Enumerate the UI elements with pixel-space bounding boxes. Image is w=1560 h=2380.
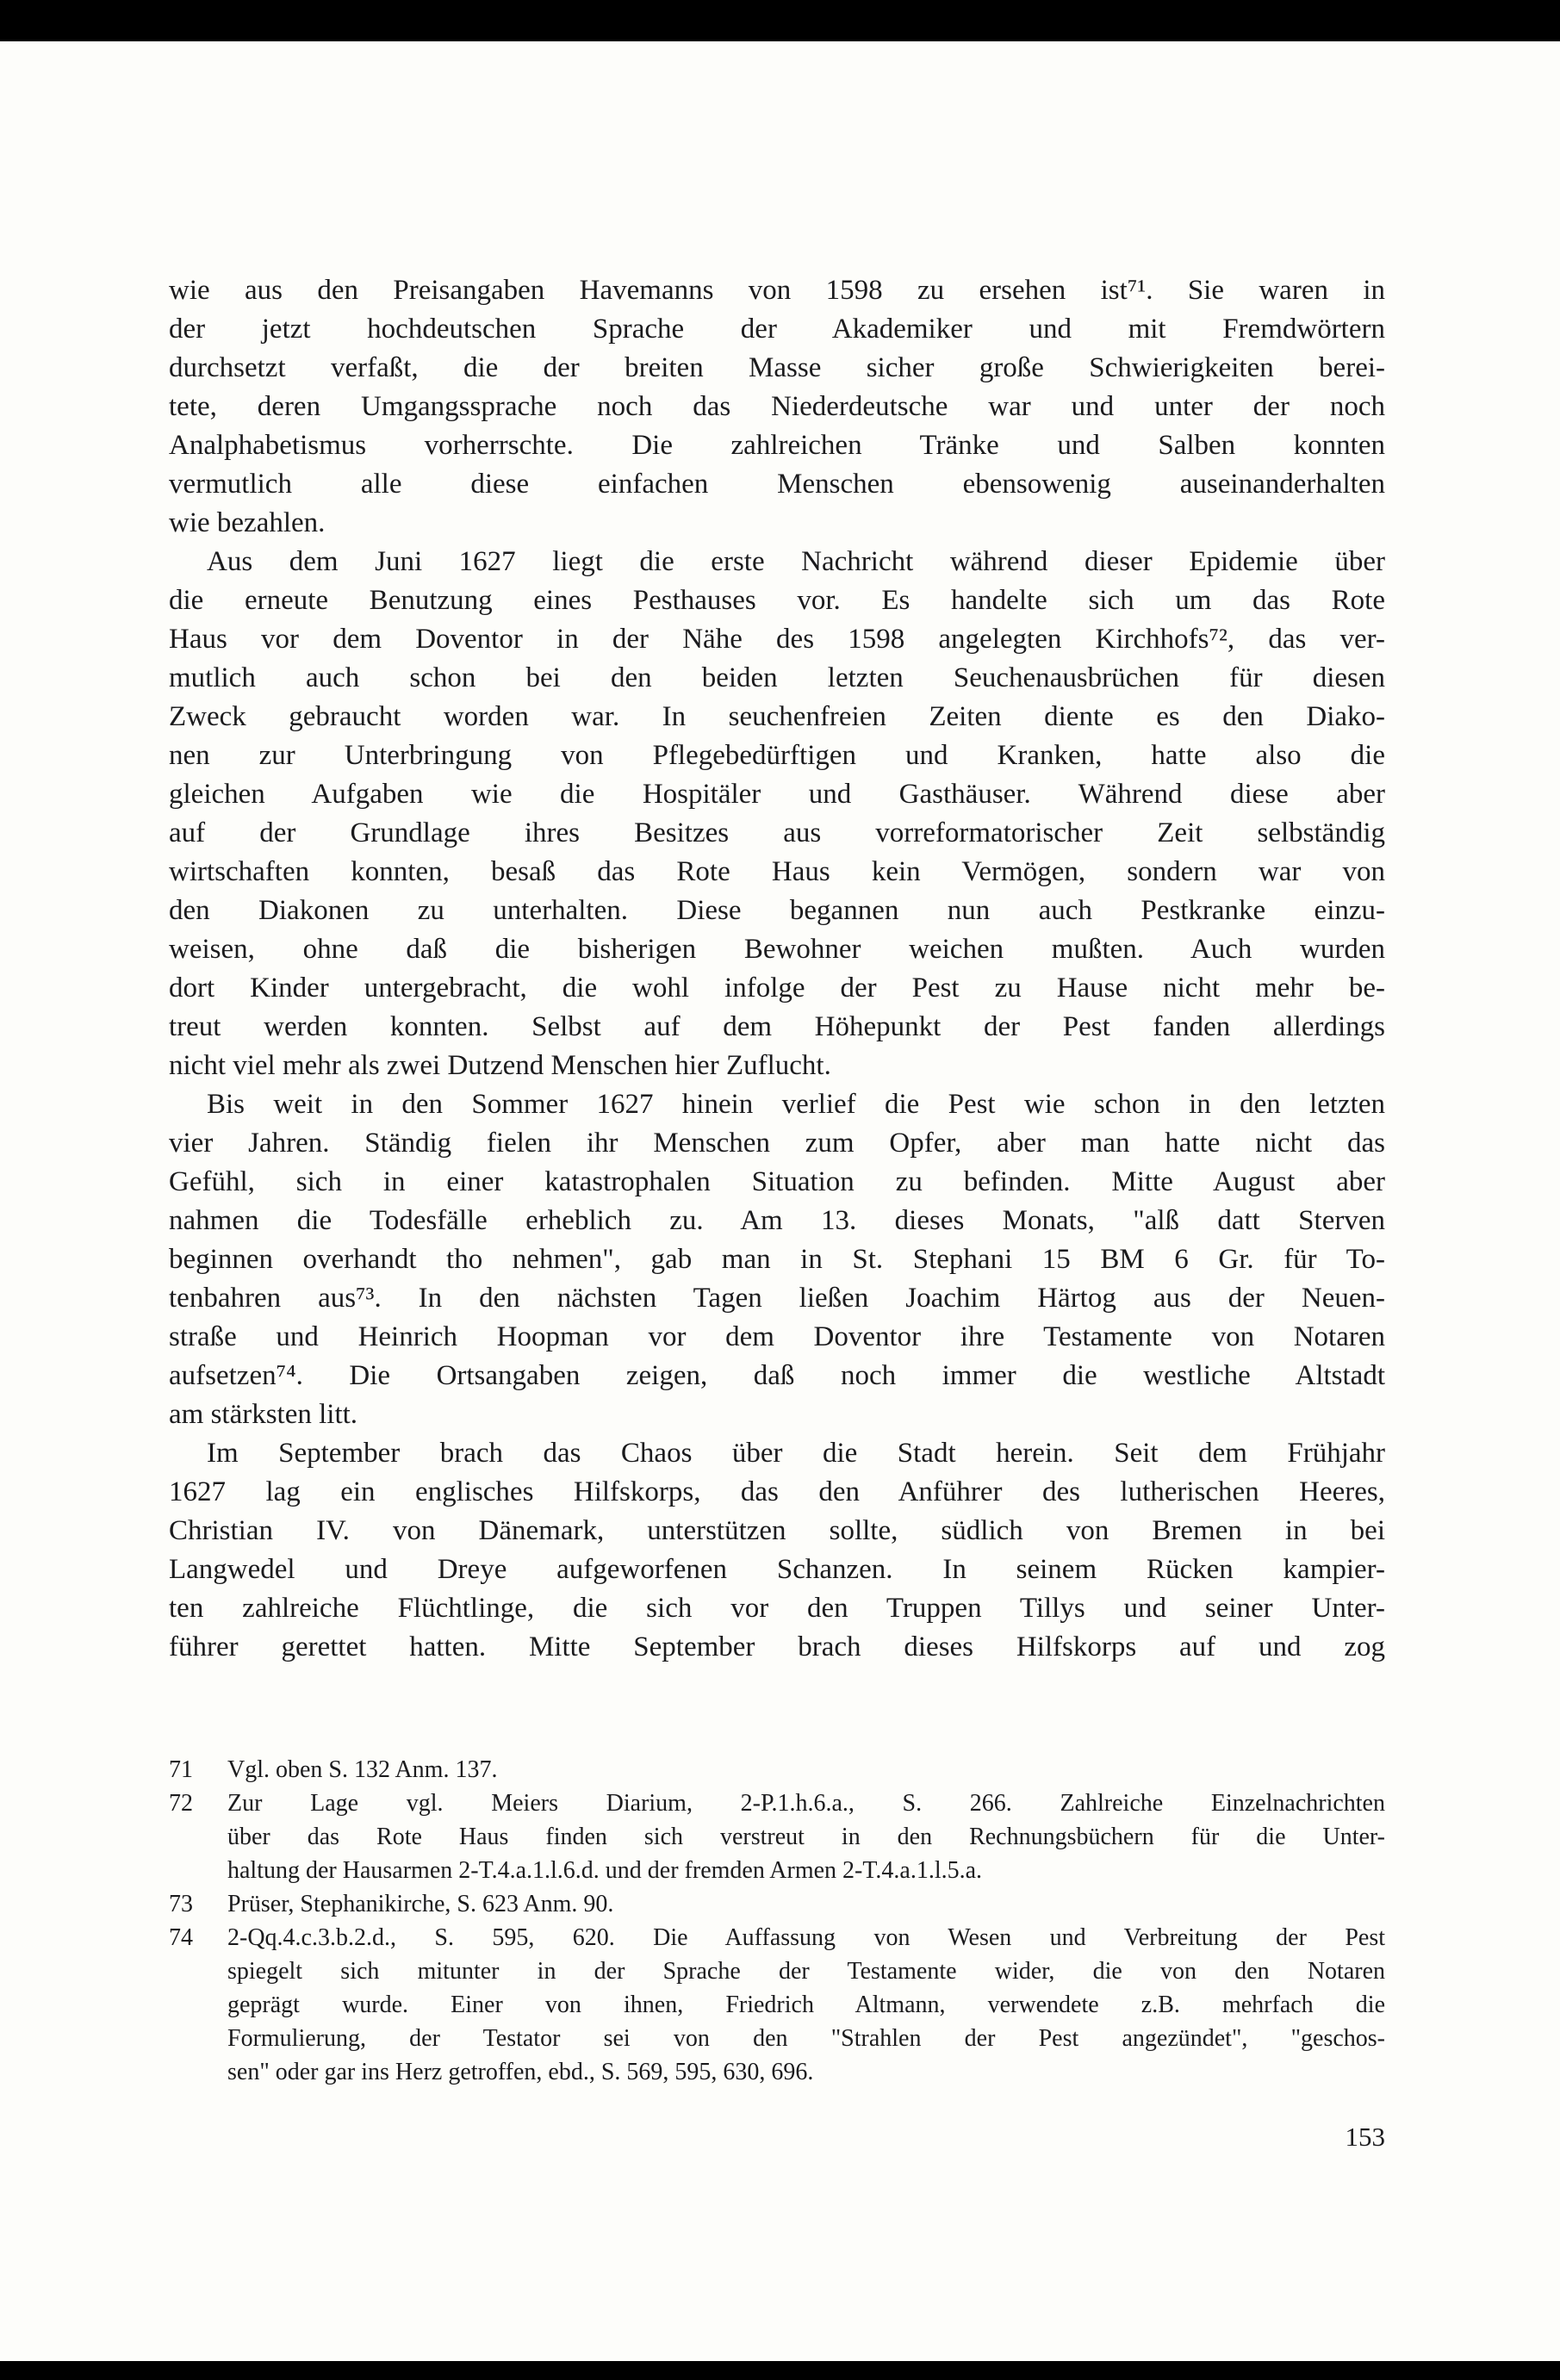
scan-edge-bottom	[0, 2361, 1560, 2380]
body-line: Haus vor dem Doventor in der Nähe des 1598 angelegten Kirchhofs⁷², das ver-	[169, 624, 1385, 655]
footnote	[169, 1887, 1385, 1921]
body-text	[169, 271, 1385, 1667]
body-line: gleichen Aufgaben wie die Hospitäler und Gasthäuser. Während diese aber	[169, 779, 1385, 810]
footnote-text	[227, 1887, 1385, 1921]
body-line: wie aus den Preisangaben Havemanns von 1598 zu ersehen ist⁷¹. Sie waren in	[169, 275, 1385, 306]
body-line: der jetzt hochdeutschen Sprache der Akademiker und mit Fremdwörtern	[169, 314, 1385, 345]
footnote-text	[227, 1753, 1385, 1787]
text-column	[169, 271, 1385, 2153]
footnote-number: 71	[169, 1756, 193, 1783]
footnote-line: Formulierung, der Testator sei von den "Strahlen der Pest angezündet", "geschos-	[227, 2025, 1385, 2052]
footnote-number: 74	[169, 1924, 193, 1951]
body-line: Im September brach das Chaos über die Stadt herein. Seit dem Frühjahr	[207, 1438, 1385, 1469]
body-line: ten zahlreiche Flüchtlinge, die sich vor den Truppen Tillys und seiner Unter-	[169, 1593, 1385, 1624]
body-line: wirtschaften konnten, besaß das Rote Haus kein Vermögen, sondern war von	[169, 856, 1385, 887]
body-line: beginnen overhandt tho nehmen", gab man in St. Stephani 15 BM 6 Gr. für To-	[169, 1244, 1385, 1275]
body-line: 1627 lag ein englisches Hilfskorps, das den Anführer des lutherischen Heeres,	[169, 1476, 1385, 1507]
footnote-number: 73	[169, 1891, 193, 1917]
footnote-text	[227, 1921, 1385, 2089]
body-line: straße und Heinrich Hoopman vor dem Doventor ihre Testamente von Notaren	[169, 1321, 1385, 1352]
body-line: auf der Grundlage ihres Besitzes aus vorreformatorischer Zeit selbständig	[169, 817, 1385, 848]
footnotes	[169, 1753, 1385, 2089]
footnote-line: 2-Qq.4.c.3.b.2.d., S. 595, 620. Die Auffassung von Wesen und Verbreitung der Pest	[227, 1924, 1385, 1951]
footnote-line: Vgl. oben S. 132 Anm. 137.	[227, 1756, 498, 1783]
body-line: nahmen die Todesfälle erheblich zu. Am 13. dieses Monats, "alß datt Sterven	[169, 1205, 1385, 1236]
body-line: treut werden konnten. Selbst auf dem Höhepunkt der Pest fanden allerdings	[169, 1011, 1385, 1042]
body-line: nen zur Unterbringung von Pflegebedürftigen und Kranken, hatte also die	[169, 740, 1385, 771]
body-line: vermutlich alle diese einfachen Menschen ebensowenig auseinanderhalten	[169, 469, 1385, 500]
footnote-text	[227, 1787, 1385, 1887]
footnote-line: geprägt wurde. Einer von ihnen, Friedrich Altmann, verwendete z.B. mehrfach die	[227, 1992, 1385, 2018]
body-line: durchsetzt verfaßt, die der breiten Masse sicher große Schwierigkeiten berei-	[169, 352, 1385, 383]
body-line: Gefühl, sich in einer katastrophalen Situation zu befinden. Mitte August aber	[169, 1166, 1385, 1197]
scan-edge-top	[0, 0, 1560, 41]
footnote-line: Prüser, Stephanikirche, S. 623 Anm. 90.	[227, 1891, 614, 1917]
body-line: am stärksten litt.	[169, 1399, 358, 1430]
footnote-number: 72	[169, 1790, 193, 1817]
body-line: mutlich auch schon bei den beiden letzten Seuchenausbrüchen für diesen	[169, 662, 1385, 693]
body-line: tenbahren aus⁷³. In den nächsten Tagen ließen Joachim Härtog aus der Neuen-	[169, 1283, 1385, 1314]
footnote-line: über das Rote Haus finden sich verstreut in den Rechnungsbüchern für die Unter-	[227, 1824, 1385, 1850]
footnote-line: spiegelt sich mitunter in der Sprache der Testamente wider, die von den Notaren	[227, 1958, 1385, 1985]
body-line: Christian IV. von Dänemark, unterstützen sollte, südlich von Bremen in bei	[169, 1515, 1385, 1546]
body-line: führer gerettet hatten. Mitte September brach dieses Hilfskorps auf und zog	[169, 1631, 1385, 1662]
footnote	[169, 1787, 1385, 1887]
body-line: nicht viel mehr als zwei Dutzend Menschen hier Zuflucht.	[169, 1050, 831, 1081]
body-line: wie bezahlen.	[169, 507, 326, 538]
body-line: tete, deren Umgangssprache noch das Niederdeutsche war und unter der noch	[169, 391, 1385, 422]
body-line: die erneute Benutzung eines Pesthauses vor. Es handelte sich um das Rote	[169, 585, 1385, 616]
body-line: Langwedel und Dreye aufgeworfenen Schanzen. In seinem Rücken kampier-	[169, 1554, 1385, 1585]
body-line: aufsetzen⁷⁴. Die Ortsangaben zeigen, daß noch immer die westliche Altstadt	[169, 1360, 1385, 1391]
body-line: Zweck gebraucht worden war. In seuchenfreien Zeiten diente es den Diako-	[169, 701, 1385, 732]
body-line: Bis weit in den Sommer 1627 hinein verlief die Pest wie schon in den letzten	[207, 1089, 1385, 1120]
body-line: vier Jahren. Ständig fielen ihr Menschen zum Opfer, aber man hatte nicht das	[169, 1128, 1385, 1159]
body-line: dort Kinder untergebracht, die wohl infolge der Pest zu Hause nicht mehr be-	[169, 973, 1385, 1004]
body-line: weisen, ohne daß die bisherigen Bewohner weichen mußten. Auch wurden	[169, 934, 1385, 965]
footnote	[169, 1753, 1385, 1787]
page-number: 153	[1345, 2122, 1385, 2152]
footnote	[169, 1921, 1385, 2089]
footnote-line: sen" oder gar ins Herz getroffen, ebd., S. 569, 595, 630, 696.	[227, 2059, 814, 2085]
body-line: den Diakonen zu unterhalten. Diese begannen nun auch Pestkranke einzu-	[169, 895, 1385, 926]
body-line: Aus dem Juni 1627 liegt die erste Nachricht während dieser Epidemie über	[207, 546, 1385, 577]
footnote-line: haltung der Hausarmen 2-T.4.a.1.l.6.d. und der fremden Armen 2-T.4.a.1.l.5.a.	[227, 1857, 983, 1884]
body-line: Analphabetismus vorherrschte. Die zahlreichen Tränke und Salben konnten	[169, 430, 1385, 461]
footnote-line: Zur Lage vgl. Meiers Diarium, 2-P.1.h.6.a., S. 266. Zahlreiche Einzelnachrichten	[227, 1790, 1385, 1817]
